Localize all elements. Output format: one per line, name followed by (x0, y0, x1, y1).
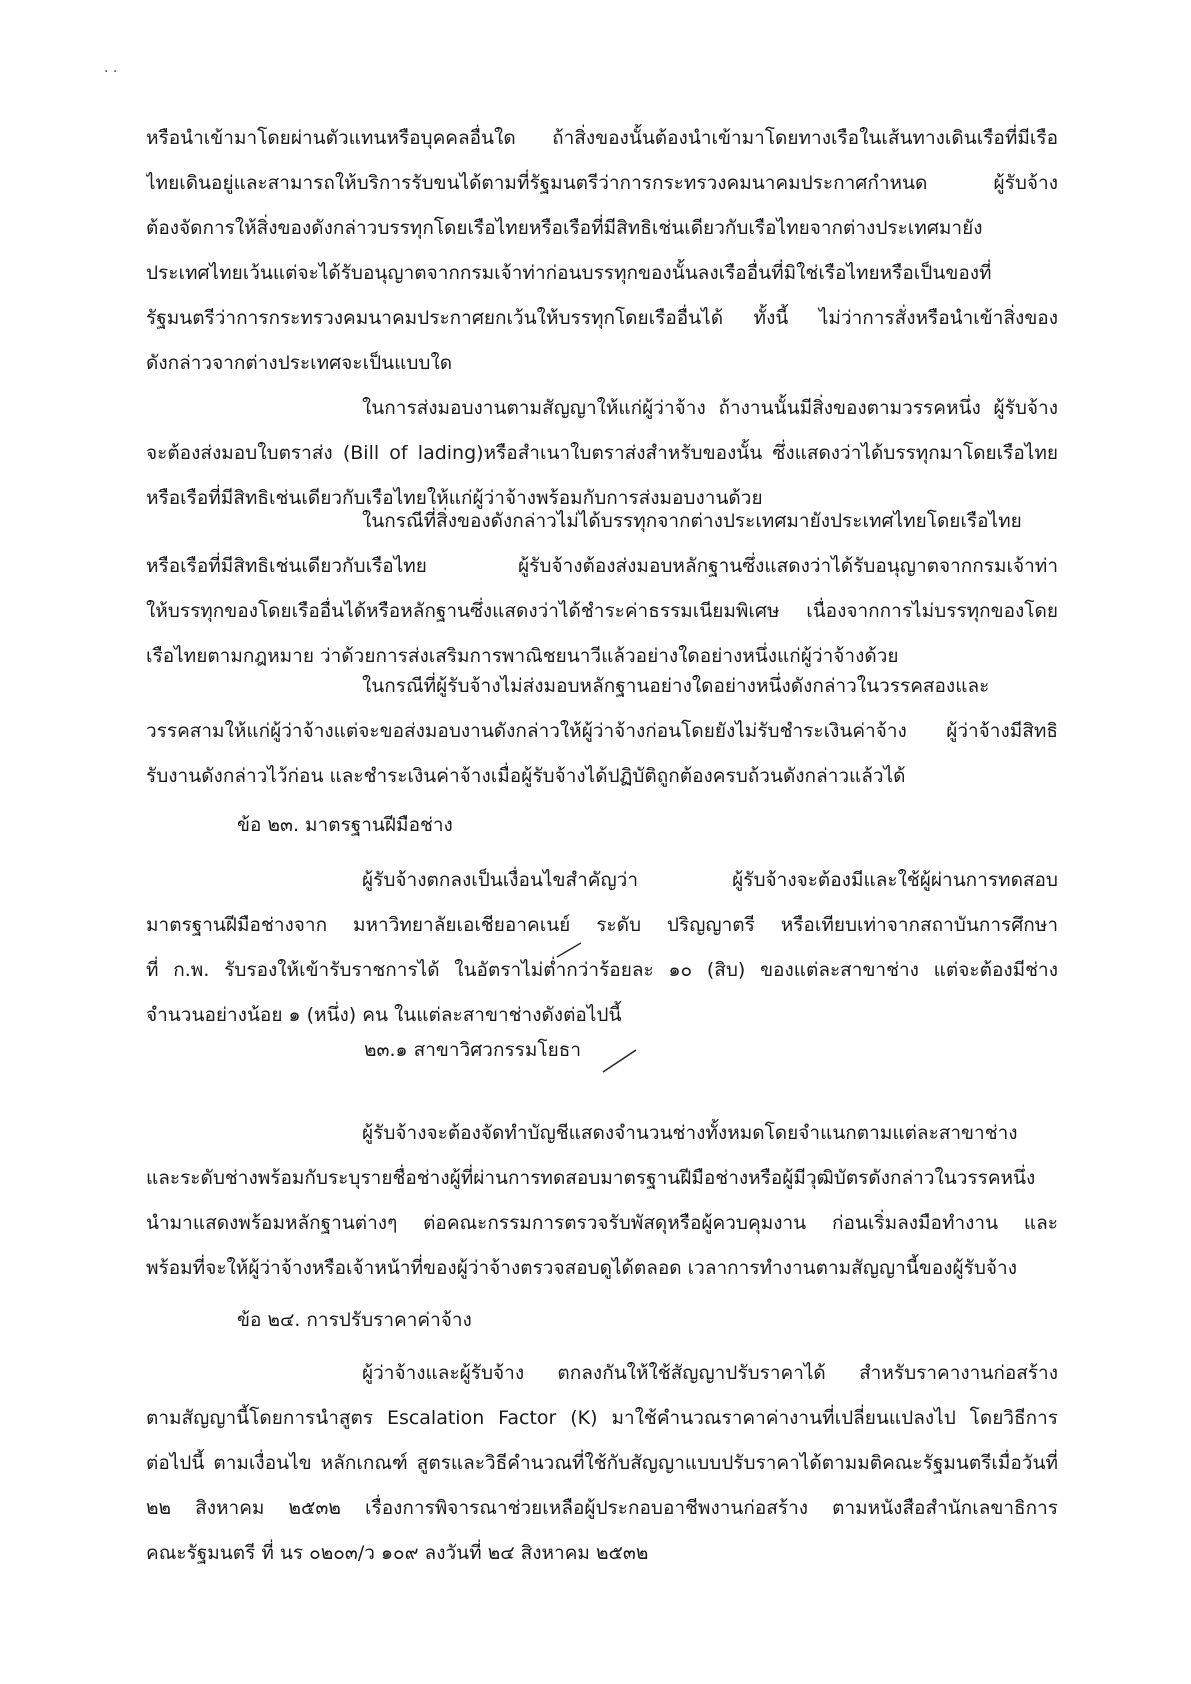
text-line: ผู้ว่าจ้างและผู้รับจ้าง ตกลงกันให้ใช้สัญญาปรับราคาได้ สำหรับราคางานก่อสร้าง (362, 1362, 1058, 1384)
text-line: ผู้รับจ้างจะต้องจัดทำบัญชีแสดงจำนวนช่างทั้งหมดโดยจำแนกตามแต่ละสาขาช่าง (362, 1122, 1018, 1144)
text-line: หรือเรือที่มีสิทธิเช่นเดียวกับเรือไทยให้แก่ผู้ว่าจ้างพร้อมกับการส่งมอบงานด้วย (146, 487, 763, 509)
text-line: ตามสัญญานี้โดยการนำสูตร Escalation Factor (K) มาใช้คำนวณราคาค่างานที่เปลี่ยนแปลงไป โดยวิธีการ (146, 1407, 1058, 1429)
text-line: พร้อมที่จะให้ผู้ว่าจ้างหรือเจ้าหน้าที่ของผู้ว่าจ้างตรวจสอบดูได้ตลอด เวลาการทำงานตามสัญญานี้ของผู้รับจ้าง (146, 1257, 1017, 1279)
text-line: และระดับช่างพร้อมกับระบุรายชื่อช่างผู้ที่ผ่านการทดสอบมาตรฐานฝีมือช่างหรือผู้มีวุฒิบัตรดังกล่าวในวรรคหนึ่ง (146, 1167, 1036, 1189)
paragraph-withheld-payment (146, 664, 1058, 799)
text-line: ต้องจัดการให้สิ่งของดังกล่าวบรรทุกโดยเรือไทยหรือเรือที่มีสิทธิเช่นเดียวกับเรือไทยจากต่างประเทศมายัง (146, 217, 983, 239)
text-line: ในกรณีที่สิ่งของดังกล่าวไม่ได้บรรทุกจากต่างประเทศมายังประเทศไทยโดยเรือไทย (362, 510, 1022, 532)
text-line: ผู้รับจ้างตกลงเป็นเงื่อนไขสำคัญว่า ผู้รับจ้างจะต้องมีและใช้ผู้ผ่านการทดสอบ (362, 869, 1058, 891)
text-line: ประเทศไทยเว้นแต่จะได้รับอนุญาตจากกรมเจ้าท่าก่อนบรรทุกของนั้นลงเรืออื่นที่มิใช่เรือไทยหรือเป็นของที่ (146, 262, 992, 284)
text-line: มาตรฐานฝีมือช่างจาก มหาวิทยาลัยเอเชียอาคเนย์ ระดับ ปริญญาตรี หรือเทียบเท่าจากสถาบันการศึกษา (146, 914, 1058, 936)
text-line: หรือเรือที่มีสิทธิเช่นเดียวกับเรือไทย ผู้รับจ้างต้องส่งมอบหลักฐานซึ่งแสดงว่าได้รับอนุญาตจากกรมเจ้าท่า (146, 555, 1058, 577)
text-line: รัฐมนตรีว่าการกระทรวงคมนาคมประกาศยกเว้นให้บรรทุกโดยเรืออื่นได้ ทั้งนี้ ไม่ว่าการสั่งหรือนำเข้าสิ่งของ (146, 307, 1058, 329)
text-line: ที่ ก.พ. รับรองให้เข้ารับราชการได้ ในอัตราไม่ต่ำกว่าร้อยละ ๑๐ (สิบ) ของแต่ละสาขาช่าง แต่จะต้องมีช่าง (146, 959, 1058, 981)
scan-specks: . . (104, 60, 118, 76)
text-line: ในการส่งมอบงานตามสัญญาให้แก่ผู้ว่าจ้าง ถ้างานนั้นมีสิ่งของตามวรรคหนึ่ง ผู้รับจ้าง (362, 397, 1058, 419)
text-line: ให้บรรทุกของโดยเรืออื่นได้หรือหลักฐานซึ่งแสดงว่าได้ชำระค่าธรรมเนียมพิเศษ เนื่องจากการไม่บรรทุกของโดย (146, 600, 1058, 622)
paragraph-craft-standard (146, 858, 1058, 1038)
text-line: ต่อไปนี้ ตามเงื่อนไข หลักเกณฑ์ สูตรและวิธีคำนวณที่ใช้กับสัญญาแบบปรับราคาได้ตามมติคณะรัฐมนตรีเมื่อวันที่ (146, 1452, 1058, 1474)
pen-stroke-mark (600, 1046, 640, 1076)
text-line: ๒๒ สิงหาคม ๒๕๓๒ เรื่องการพิจารณาช่วยเหลือผู้ประกอบอาชีพงานก่อสร้าง ตามหนังสือสำนักเลขาธิการ (146, 1497, 1058, 1519)
text-line: รับงานดังกล่าวไว้ก่อน และชำระเงินค่าจ้างเมื่อผู้รับจ้างได้ปฏิบัติถูกต้องครบถ้วนดังกล่าวแล้วได้ (146, 765, 906, 787)
section-24-heading: ข้อ ๒๔. การปรับราคาค่าจ้าง (237, 1309, 472, 1331)
paragraph-shipping-requirement (146, 116, 1058, 386)
paragraph-price-adjustment (146, 1351, 1058, 1576)
section-23-1-heading: ๒๓.๑ สาขาวิศวกรรมโยธา (364, 1039, 582, 1061)
text-line: คณะรัฐมนตรี ที่ นร ๐๒๐๓/ว ๑๐๙ ลงวันที่ ๒๔ สิงหาคม ๒๕๓๒ (146, 1542, 649, 1564)
text-line: นำมาแสดงพร้อมหลักฐานต่างๆ ต่อคณะกรรมการตรวจรับพัสดุหรือผู้ควบคุมงาน ก่อนเริ่มลงมือทำงาน และ (146, 1212, 1058, 1234)
paragraph-technician-list (146, 1111, 1058, 1291)
text-line: จำนวนอย่างน้อย ๑ (หนึ่ง) คน ในแต่ละสาขาช่างดังต่อไปนี้ (146, 1004, 622, 1026)
paragraph-evidence-of-permission (146, 499, 1058, 679)
text-line: วรรคสามให้แก่ผู้ว่าจ้างแต่จะขอส่งมอบงานดังกล่าวให้ผู้ว่าจ้างก่อนโดยยังไม่รับชำระเงินค่าจ้าง ผู้ว่าจ้างมีสิทธิ (146, 720, 1058, 742)
text-line: จะต้องส่งมอบใบตราส่ง (Bill of lading)หรือสำเนาใบตราส่งสำหรับของนั้น ซึ่งแสดงว่าได้บรรทุกมาโดยเรือไทย (146, 442, 1058, 464)
text-line: ในกรณีที่ผู้รับจ้างไม่ส่งมอบหลักฐานอย่างใดอย่างหนึ่งดังกล่าวในวรรคสองและ (362, 675, 990, 697)
text-line: หรือนำเข้ามาโดยผ่านตัวแทนหรือบุคคลอื่นใด ถ้าสิ่งของนั้นต้องนำเข้ามาโดยทางเรือในเส้นทางเดินเรือที่มีเรือ (146, 127, 1058, 149)
section-23-heading: ข้อ ๒๓. มาตรฐานฝีมือช่าง (237, 814, 453, 836)
text-line: ดังกล่าวจากต่างประเทศจะเป็นแบบใด (146, 352, 453, 374)
text-line: ไทยเดินอยู่และสามารถให้บริการรับขนได้ตามที่รัฐมนตรีว่าการกระทรวงคมนาคมประกาศกำหนด ผู้รับจ้าง (146, 172, 1058, 194)
text-line: เรือไทยตามกฎหมาย ว่าด้วยการส่งเสริมการพาณิชยนาวีแล้วอย่างใดอย่างหนึ่งแก่ผู้ว่าจ้างด้วย (146, 645, 899, 667)
